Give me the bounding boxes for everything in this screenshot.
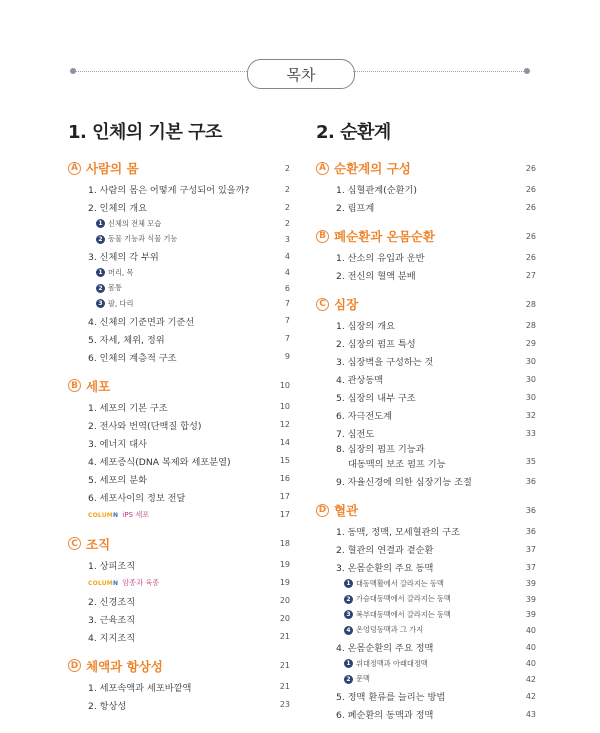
- toc-subentry[interactable]: [316, 656, 536, 672]
- page-number: 7: [284, 334, 290, 343]
- section-heading[interactable]: [316, 158, 536, 178]
- page-number: 21: [279, 682, 290, 691]
- toc-column-right: [316, 118, 536, 733]
- entry-label: 2. 혈관의 연결과 곁순환: [336, 545, 434, 556]
- page-number: 27: [525, 270, 536, 280]
- section-badge: B: [68, 379, 81, 392]
- toc-entry[interactable]: [68, 180, 290, 198]
- toc-subentry[interactable]: [68, 281, 290, 297]
- page-number: 18: [279, 539, 290, 548]
- entry-label: 2. 신경조직: [88, 596, 136, 608]
- toc-entry[interactable]: [68, 678, 290, 696]
- entry-text: [344, 579, 514, 589]
- toc-entry[interactable]: [68, 348, 290, 366]
- page-number: 32: [525, 410, 536, 420]
- toc-entry[interactable]: [316, 180, 536, 198]
- chapter-title: 1. 인체의 기본 구조: [68, 122, 222, 143]
- page-number: 37: [525, 544, 536, 554]
- toc-entry[interactable]: [316, 352, 536, 370]
- page-title: 목차: [247, 59, 355, 89]
- number-circle-icon: 2: [344, 595, 353, 604]
- entry-text: [344, 594, 514, 604]
- page-number: 26: [525, 163, 536, 173]
- column-label: iPS 세포: [122, 510, 150, 519]
- toc-entry[interactable]: [316, 424, 536, 442]
- number-circle-icon: 2: [96, 235, 105, 244]
- subentry-label: 문맥: [356, 674, 370, 684]
- toc-entry[interactable]: [68, 398, 290, 416]
- entry-label: 9. 자율신경에 의한 심장기능 조절: [336, 477, 472, 488]
- subentry-label: 동물 기능과 식물 기능: [108, 234, 178, 244]
- entry-label: 2. 림프계: [336, 203, 375, 214]
- section-heading[interactable]: [316, 500, 536, 520]
- toc-column-left: [68, 118, 290, 724]
- entry-label: 7. 심전도: [336, 429, 375, 440]
- number-circle-icon: 1: [96, 219, 105, 228]
- entry-label: 6. 폐순환의 동맥과 정맥: [336, 710, 434, 721]
- entry-label: 6. 인체의 계층적 구조: [88, 352, 177, 364]
- toc-section: [316, 294, 536, 490]
- entry-label: 1. 세포의 기본 구조: [88, 402, 168, 414]
- entry-label-continued: 대동맥의 보조 펌프 기능: [348, 459, 446, 470]
- page-number: 29: [525, 338, 536, 348]
- section-heading[interactable]: [68, 376, 290, 396]
- page-number: 2: [284, 202, 290, 212]
- page-number: 36: [525, 505, 536, 515]
- column-label: 암종과 육종: [122, 578, 160, 587]
- page-number: 42: [525, 674, 536, 684]
- page-number: 4: [284, 251, 290, 261]
- page-number: 17: [279, 492, 290, 501]
- entry-label: 3. 심장벽을 구성하는 것: [336, 357, 434, 368]
- subentry-label: 몸통: [108, 283, 122, 293]
- toc-entry[interactable]: [316, 316, 536, 334]
- entry-label: 2. 인체의 개요: [88, 203, 147, 214]
- toc-entry[interactable]: [68, 247, 290, 265]
- entry-label: 2. 전사와 번역(단백질 합성): [88, 420, 202, 432]
- entry-label: 3. 에너지 대사: [88, 438, 147, 450]
- page-number: 9: [284, 352, 290, 361]
- entry-label: 1. 산소의 유입과 운반: [336, 253, 425, 264]
- page-number: 35: [525, 457, 536, 466]
- number-circle-icon: 3: [344, 610, 353, 619]
- page-number: 30: [525, 374, 536, 384]
- entry-text: [344, 625, 514, 635]
- section-title: 세포: [86, 378, 111, 394]
- entry-label: 5. 자세, 체위, 정위: [88, 334, 165, 346]
- subentry-label: 머리, 목: [108, 267, 134, 277]
- section-title: 순환계의 구성: [334, 161, 411, 176]
- toc-column-entry[interactable]: [68, 574, 290, 592]
- section-title: 조직: [86, 536, 111, 552]
- page-number: 26: [525, 252, 536, 262]
- page-number: 36: [525, 476, 536, 486]
- entry-label: 1. 동맥, 정맥, 모세혈관의 구조: [336, 527, 460, 538]
- toc-entry[interactable]: [68, 198, 290, 216]
- page-number: 39: [525, 579, 536, 589]
- entry-label: 1. 심혈관계(순환기): [336, 185, 417, 196]
- entry-label: 4. 관상동맥: [336, 375, 384, 386]
- column-tag-main: COLUM: [88, 580, 113, 587]
- toc-entry[interactable]: [68, 696, 290, 714]
- entry-text: [344, 674, 514, 684]
- entry-label: 6. 자극전도계: [336, 411, 393, 422]
- toc-entry[interactable]: [68, 312, 290, 330]
- number-circle-icon: 4: [344, 626, 353, 635]
- entry-label: 4. 지지조직: [88, 632, 136, 644]
- toc-subentry[interactable]: [68, 265, 290, 281]
- toc-entry[interactable]: [316, 334, 536, 352]
- page-number: 30: [525, 356, 536, 366]
- section-badge: D: [68, 659, 81, 672]
- entry-label: 5. 정맥 환류를 늘리는 방법: [336, 692, 446, 703]
- toc-entry[interactable]: [316, 705, 536, 723]
- section-title: 사람의 몸: [86, 161, 139, 176]
- toc-entry[interactable]: [68, 610, 290, 628]
- entry-label: 4. 신체의 기준면과 기준선: [88, 316, 195, 328]
- page-number: 6: [284, 283, 290, 293]
- page-number: 16: [279, 474, 290, 483]
- page-number: 33: [525, 428, 536, 438]
- page-number: 20: [279, 614, 290, 623]
- toc-entry[interactable]: [316, 198, 536, 216]
- toc-entry[interactable]: [68, 452, 290, 470]
- section-badge: D: [316, 504, 329, 517]
- toc-section: [316, 500, 536, 723]
- entry-text: [96, 268, 268, 278]
- page-number: 28: [525, 320, 536, 330]
- page-number: 4: [284, 268, 290, 278]
- subentry-label: 복부대동맥에서 갈라지는 동맥: [356, 609, 451, 619]
- number-circle-icon: 1: [344, 579, 353, 588]
- toc-column-entry[interactable]: [68, 506, 290, 524]
- page-number: 2: [284, 219, 290, 229]
- page-number: 40: [525, 625, 536, 635]
- toc-entry[interactable]: [68, 416, 290, 434]
- entry-label: 4. 세포증식(DNA 복제와 세포분열): [88, 456, 231, 468]
- subentry-label: 팔, 다리: [108, 298, 134, 308]
- toc-entry[interactable]: [68, 488, 290, 506]
- column-tag: [88, 580, 118, 587]
- page-number: 7: [284, 299, 290, 309]
- page-number: 37: [525, 562, 536, 572]
- entry-text: [344, 659, 514, 669]
- column-tag: [88, 512, 118, 519]
- toc-section: [68, 534, 290, 646]
- page-number: 21: [279, 661, 290, 670]
- toc-entry[interactable]: [316, 558, 536, 576]
- page-number: 26: [525, 202, 536, 212]
- page-number: 2: [284, 163, 290, 173]
- page-number: 28: [525, 299, 536, 309]
- page-number: 43: [525, 709, 536, 719]
- entry-label: 2. 전신의 혈액 분배: [336, 271, 416, 282]
- toc-section: [316, 158, 536, 216]
- toc-subentry[interactable]: [316, 592, 536, 608]
- section-title: 심장: [334, 297, 359, 312]
- subentry-label: 가슴대동맥에서 갈라지는 동맥: [356, 594, 451, 604]
- entry-label: 4. 온몸순환의 주요 정맥: [336, 643, 434, 654]
- entry-text: [96, 219, 268, 229]
- toc-entry[interactable]: [316, 406, 536, 424]
- page-number: 40: [525, 659, 536, 669]
- toc-entry[interactable]: [316, 266, 536, 284]
- page-number: 17: [279, 510, 290, 519]
- page-number: 30: [525, 392, 536, 402]
- section-badge: C: [68, 537, 81, 550]
- page-number: 23: [279, 700, 290, 709]
- entry-text: [96, 299, 268, 309]
- subentry-label: 신체의 전체 모습: [108, 218, 162, 228]
- page-number: 2: [284, 184, 290, 194]
- entry-text: [88, 509, 268, 520]
- entry-label: 1. 세포속액과 세포바깥액: [88, 682, 192, 694]
- page-number: 36: [525, 526, 536, 536]
- toc-subentry[interactable]: [316, 576, 536, 592]
- section-heading[interactable]: [68, 158, 290, 178]
- toc-subentry[interactable]: [316, 672, 536, 688]
- toc-section: [68, 158, 290, 366]
- page-number: 39: [525, 594, 536, 604]
- toc-entry[interactable]: [316, 540, 536, 558]
- page-number: 7: [284, 316, 290, 325]
- number-circle-icon: 3: [96, 299, 105, 308]
- entry-text: [336, 442, 514, 472]
- subentry-label: 위대정맥과 아래대정맥: [356, 658, 428, 668]
- entry-label: 2. 심장의 펌프 특성: [336, 339, 416, 350]
- section-badge: A: [68, 162, 81, 175]
- entry-label: 8. 심장의 펌프 기능과: [336, 444, 425, 455]
- entry-label: 3. 온몸순환의 주요 동맥: [336, 563, 434, 574]
- entry-label: 5. 세포의 분화: [88, 474, 147, 486]
- header-rule-right-dot: [524, 68, 530, 74]
- toc-entry[interactable]: [68, 330, 290, 348]
- toc-subentry[interactable]: [316, 623, 536, 639]
- toc-subentry[interactable]: [68, 296, 290, 312]
- entry-label: 1. 심장의 개요: [336, 321, 395, 332]
- section-heading[interactable]: [316, 294, 536, 314]
- page-number: 26: [525, 184, 536, 194]
- page-number: 12: [279, 420, 290, 429]
- number-circle-icon: 1: [96, 268, 105, 277]
- toc-section: [68, 656, 290, 714]
- toc-subentry[interactable]: [316, 607, 536, 623]
- entry-text: [344, 610, 514, 620]
- section-badge: C: [316, 298, 329, 311]
- entry-label: 3. 신체의 각 부위: [88, 252, 159, 263]
- page-number: 26: [525, 231, 536, 241]
- page-number: 15: [279, 456, 290, 465]
- entry-label: 2. 항상성: [88, 700, 127, 712]
- page-number: 19: [279, 560, 290, 569]
- header-rule-left: [76, 71, 247, 72]
- toc-entry[interactable]: [68, 434, 290, 452]
- entry-label: 5. 심장의 내부 구조: [336, 393, 416, 404]
- section-heading[interactable]: [68, 534, 290, 554]
- subentry-label: 온엉덩동맥과 그 가지: [356, 625, 424, 635]
- toc-entry[interactable]: [68, 628, 290, 646]
- page-number: 10: [279, 402, 290, 411]
- toc-entry[interactable]: [68, 592, 290, 610]
- page-number: 3: [284, 234, 290, 244]
- number-circle-icon: 2: [344, 675, 353, 684]
- toc-entry[interactable]: [316, 248, 536, 266]
- section-title: 폐순환과 온몸순환: [334, 229, 435, 244]
- toc-header: [0, 0, 600, 100]
- page-number: 42: [525, 691, 536, 701]
- toc-subentry[interactable]: [68, 216, 290, 232]
- number-circle-icon: 1: [344, 659, 353, 668]
- toc-section: [316, 226, 536, 284]
- section-heading[interactable]: [316, 226, 536, 246]
- entry-text: [96, 283, 268, 293]
- entry-label: 1. 사람의 몸은 어떻게 구성되어 있을까?: [88, 185, 250, 196]
- page-number: 39: [525, 610, 536, 620]
- page-number: 10: [279, 381, 290, 390]
- page-number: 19: [279, 578, 290, 587]
- toc-subentry[interactable]: [68, 232, 290, 248]
- section-badge: B: [316, 230, 329, 243]
- page-number: 40: [525, 642, 536, 652]
- toc-entry[interactable]: [316, 472, 536, 490]
- section-heading[interactable]: [68, 656, 290, 676]
- section-title: 체액과 항상성: [86, 658, 163, 674]
- page-number: 20: [279, 596, 290, 605]
- entry-label: 1. 상피조직: [88, 560, 136, 572]
- toc-section: [68, 376, 290, 524]
- entry-label: 6. 세포사이의 정보 전달: [88, 492, 186, 504]
- toc-entry[interactable]: [68, 470, 290, 488]
- toc-entry[interactable]: [316, 370, 536, 388]
- page-number: 14: [279, 438, 290, 447]
- subentry-label: 대동맥활에서 갈라지는 동맥: [356, 578, 444, 588]
- page-number: 21: [279, 632, 290, 641]
- section-title: 혈관: [334, 503, 359, 518]
- toc-entry[interactable]: [316, 638, 536, 656]
- toc-entry[interactable]: [68, 556, 290, 574]
- header-rule-right: [353, 71, 524, 72]
- entry-text: [88, 577, 268, 588]
- number-circle-icon: 2: [96, 284, 105, 293]
- toc-entry[interactable]: [316, 522, 536, 540]
- column-tag-end: N: [112, 512, 119, 519]
- column-tag-main: COLUM: [88, 512, 113, 519]
- toc-entry[interactable]: [316, 687, 536, 705]
- entry-label: 3. 근육조직: [88, 614, 136, 626]
- chapter-title: 2. 순환계: [316, 122, 391, 143]
- entry-text: [96, 234, 268, 244]
- column-tag-end: N: [112, 580, 119, 587]
- toc-entry[interactable]: [316, 388, 536, 406]
- toc-entry[interactable]: [316, 442, 536, 472]
- section-badge: A: [316, 162, 329, 175]
